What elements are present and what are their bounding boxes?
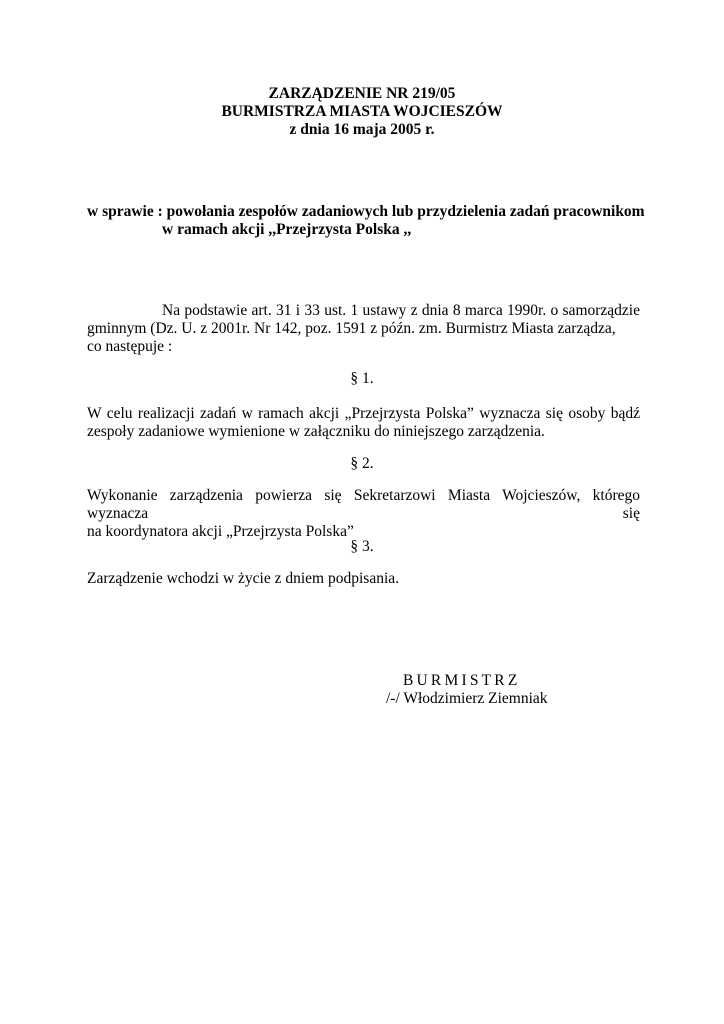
- section-1-line-2: zespoły zadaniowe wymienione w załączniku do niniejszego zarządzenia.: [87, 423, 545, 440]
- section-mark-3: § 3.: [350, 538, 374, 555]
- legal-basis-line-3: co następuje :: [87, 338, 173, 355]
- signature-block: [386, 672, 586, 708]
- signature-title: BURMISTRZ: [403, 672, 521, 689]
- document-subject: [87, 203, 647, 239]
- legal-basis-line-2: gminnym (Dz. U. z 2001r. Nr 142, poz. 1591 z późn. zm. Burmistrz Miasta zarządza,: [87, 320, 616, 337]
- section-2-line-1: Wykonanie zarządzenia powierza się Sekretarzowi Miasta Wojcieszów, którego wyznacza się: [87, 487, 640, 522]
- section-mark-1: § 1.: [350, 370, 374, 387]
- document-number: ZARZĄDZENIE NR 219/05: [268, 85, 456, 102]
- section-mark-2: § 2.: [350, 455, 374, 472]
- document-date: z dnia 16 maja 2005 r.: [289, 121, 435, 138]
- issuing-authority: BURMISTRZA MIASTA WOJCIESZÓW: [221, 103, 503, 120]
- document-header: [0, 85, 724, 139]
- section-2-line-2: na koordynatora akcji „Przejrzysta Polska”: [87, 523, 354, 540]
- legal-basis-line-1: Na podstawie art. 31 i 33 ust. 1 ustawy z dnia 8 marca 1990r. o samorządzie: [162, 302, 640, 319]
- section-2-text: [87, 487, 640, 541]
- subject-line-2: w ramach akcji ,,Przejrzysta Polska ,,: [162, 221, 412, 238]
- section-3-line-1: Zarządzenie wchodzi w życie z dniem podpisania.: [87, 570, 400, 587]
- section-1-line-1: W celu realizacji zadań w ramach akcji „Przejrzysta Polska” wyznacza się osoby bądź: [87, 405, 640, 422]
- section-3-text: [87, 570, 640, 588]
- legal-basis: [87, 302, 640, 356]
- signature-name: /-/ Włodzimierz Ziemniak: [386, 690, 548, 707]
- subject-line-1: w sprawie : powołania zespołów zadaniowych lub przydzielenia zadań pracownikom: [87, 203, 645, 220]
- section-1-text: [87, 405, 640, 441]
